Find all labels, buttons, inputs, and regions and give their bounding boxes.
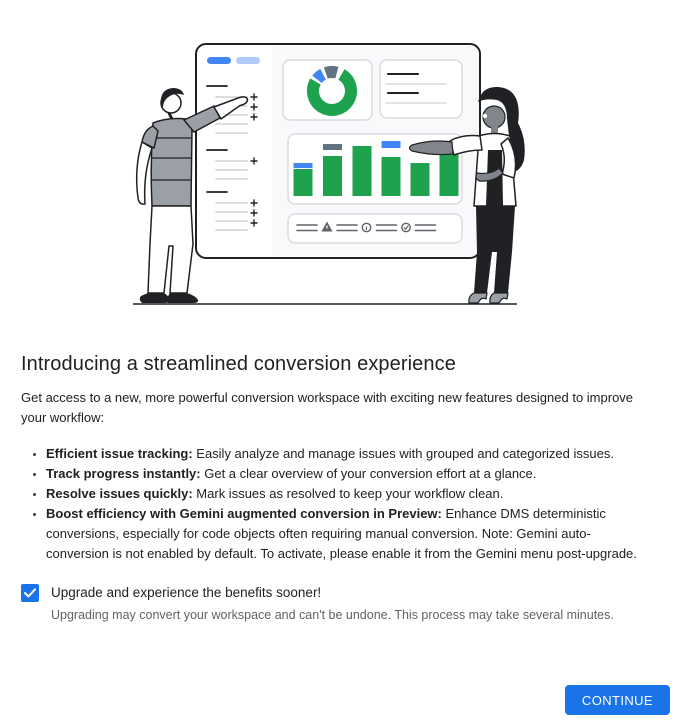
bullet-title: Boost efficiency with Gemini augmented conversion in Preview: <box>46 506 442 521</box>
upgrade-checkbox-row <box>21 584 663 623</box>
page-title: Introducing a streamlined conversion experience <box>21 353 456 375</box>
donut-chart <box>283 60 372 120</box>
bullet-text: Mark issues as resolved to keep your workflow clean. <box>192 486 504 501</box>
upgrade-checkbox-caption: Upgrading may convert your workspace and can't be undone. This process may take several minutes. <box>51 608 614 622</box>
bullet-text: Get a clear overview of your conversion effort at a glance. <box>200 466 537 481</box>
upgrade-checkbox-label[interactable]: Upgrade and experience the benefits sooner! <box>51 585 322 600</box>
dashboard-illustration-svg <box>0 0 684 318</box>
list-item <box>46 484 653 504</box>
list-item <box>46 464 653 484</box>
dialog-footer <box>0 685 684 715</box>
continue-button[interactable]: CONTINUE <box>565 685 670 715</box>
bullet-title: Track progress instantly: <box>46 466 201 481</box>
bullet-title: Efficient issue tracking: <box>46 446 193 461</box>
intro-text: Get access to a new, more powerful conversion workspace with exciting new features designed to improve your workflow: <box>21 390 634 425</box>
hero-illustration <box>0 0 684 318</box>
sidebar-pill-light-blue <box>236 57 260 64</box>
sidebar-pill-blue <box>207 57 231 64</box>
bullet-text: Easily analyze and manage issues with grouped and categorized issues. <box>192 446 614 461</box>
dialog-content <box>0 350 684 623</box>
bullet-title: Resolve issues quickly: <box>46 486 193 501</box>
bullet-text: Enhance DMS deterministic conversions, especially for code objects often requiring manual conversion. Note: Gemini auto-conversion is not enabled by default. To activate, please enable it from the Gemini menu post-upgrade. <box>46 506 637 561</box>
upgrade-checkbox[interactable] <box>21 584 39 602</box>
earring <box>483 114 487 118</box>
summary-card <box>380 60 462 118</box>
list-item <box>46 444 653 464</box>
checkmark-icon <box>24 588 36 598</box>
benefits-list <box>21 444 653 564</box>
list-item <box>46 504 653 564</box>
status-strip <box>288 214 462 243</box>
